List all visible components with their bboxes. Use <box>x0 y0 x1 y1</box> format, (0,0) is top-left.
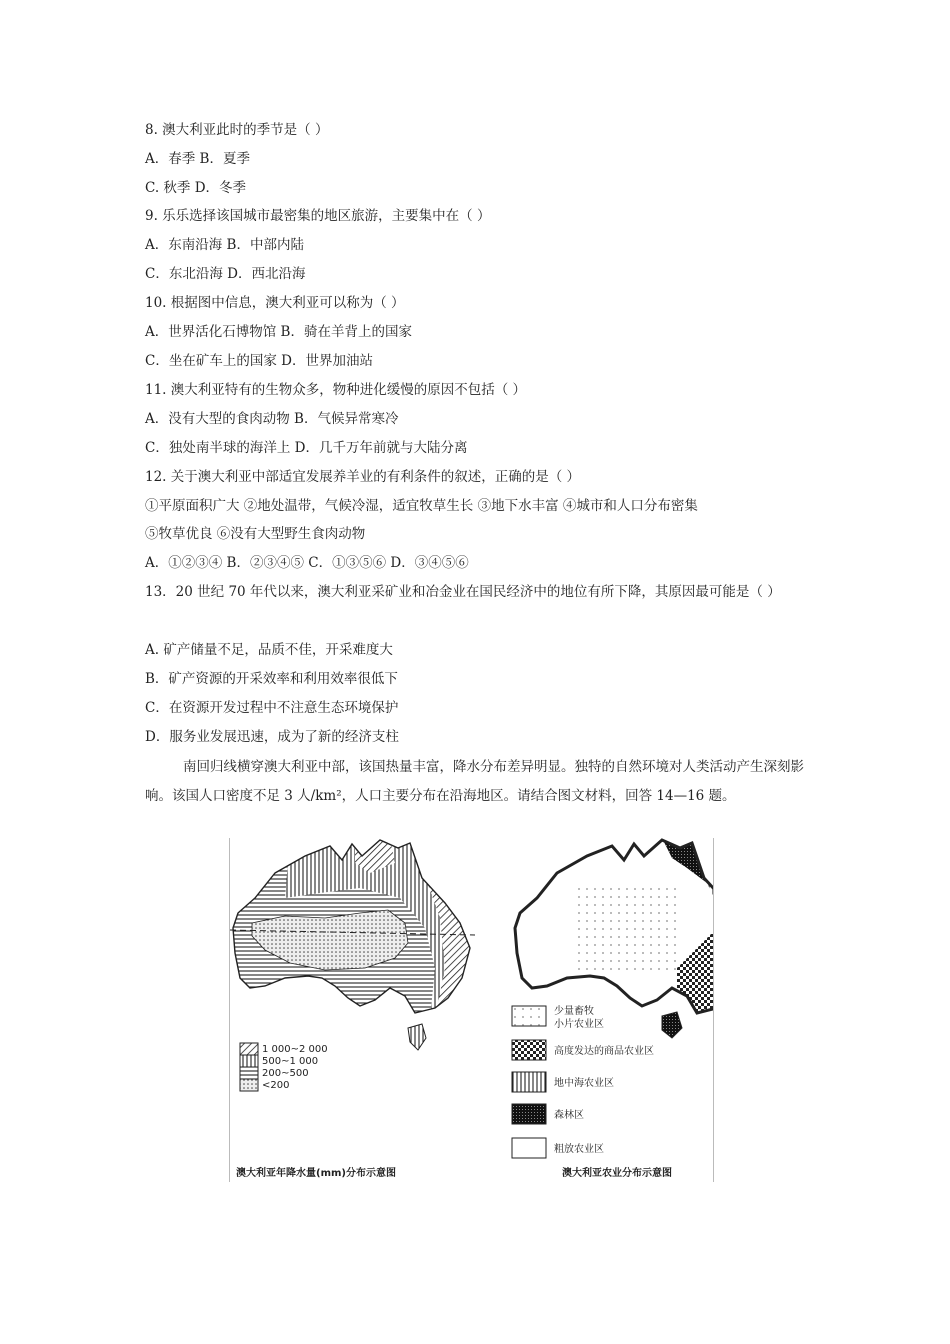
legend-swatch-200-500 <box>240 1067 258 1079</box>
q8-options-cd: C. 秋季 D．冬季 <box>145 180 247 196</box>
q11-stem: 11. 澳大利亚特有的生物众多，物种进化缓慢的原因不包括（ ） <box>145 382 527 398</box>
legend-swatch-small-grazing <box>512 1006 546 1026</box>
legend-label-commercial-agri: 高度发达的商品农业区 <box>554 1046 654 1057</box>
precipitation-map <box>230 838 480 1179</box>
q12-stem: 12. 关于澳大利亚中部适宜发展养羊业的有利条件的叙述，正确的是（ ） <box>145 469 581 485</box>
q12-conditions-2: ⑤牧草优良 ⑥没有大型野生食肉动物 <box>145 526 366 542</box>
q8-options-ab: A．春季 B．夏季 <box>145 151 250 167</box>
agriculture-map-caption: 澳大利亚农业分布示意图 <box>562 1168 672 1179</box>
legend-swatch-1000-2000 <box>240 1043 258 1055</box>
q10-options-cd: C．坐在矿车上的国家 D．世界加油站 <box>145 353 373 369</box>
agriculture-map <box>512 838 713 1179</box>
q13-option-d: D．服务业发展迅速，成为了新的经济支柱 <box>145 729 399 745</box>
q9-stem: 9. 乐乐选择该国城市最密集的地区旅游，主要集中在（ ） <box>145 208 491 224</box>
q11-options-cd: C．独处南半球的海洋上 D．几千万年前就与大陆分离 <box>145 440 468 456</box>
legend-swatch-under-200 <box>240 1079 258 1091</box>
q13-option-b: B．矿产资源的开采效率和利用效率很低下 <box>145 671 398 687</box>
australia-figure <box>229 838 714 1182</box>
q12-conditions-1: ①平原面积广大 ②地处温带，气候冷湿，适宜牧草生长 ③地下水丰富 ④城市和人口分布密集 <box>145 498 698 514</box>
legend-label-500-1000: 500~1 000 <box>262 1056 319 1067</box>
q11-options-ab: A．没有大型的食肉动物 B．气候异常寒冷 <box>145 411 399 427</box>
australia-maps-svg <box>230 838 713 1182</box>
q12-choices: A．①②③④ B．②③④⑤ C．①③⑤⑥ D．③④⑤⑥ <box>145 555 469 571</box>
q9-options-ab: A．东南沿海 B．中部内陆 <box>145 237 304 253</box>
tasmania-right <box>662 1012 682 1038</box>
q13-option-a: A. 矿产储量不足，品质不佳，开采难度大 <box>145 642 393 658</box>
legend-swatch-mediterranean <box>512 1072 546 1092</box>
legend-swatch-extensive-agri <box>512 1138 546 1158</box>
legend-swatch-commercial-agri <box>512 1040 546 1060</box>
legend-label-small-grazing: 少量畜牧 <box>554 1006 594 1017</box>
q8-stem: 8. 澳大利亚此时的季节是（ ） <box>145 122 329 138</box>
legend-label-mediterranean: 地中海农业区 <box>554 1078 614 1089</box>
legend-label-under-200: <200 <box>262 1080 290 1091</box>
q9-options-cd: C．东北沿海 D．西北沿海 <box>145 266 306 282</box>
passage-14-16: 南回归线横穿澳大利亚中部，该国热量丰富，降水分布差异明显。独特的自然环境对人类活动产生深刻影响。该国人口密度不足 3 人/km²，人口主要分布在沿海地区。请结合图文材料，回答 14—16 题。 <box>145 759 804 804</box>
precipitation-map-caption: 澳大利亚年降水量(mm)分布示意图 <box>236 1168 396 1179</box>
legend-label-1000-2000: 1 000~2 000 <box>262 1044 328 1055</box>
legend-label-extensive-agri: 粗放农业区 <box>554 1144 604 1155</box>
legend-swatch-forest <box>512 1104 546 1124</box>
legend-label-200-500: 200~500 <box>262 1068 309 1079</box>
q13-stem: 13．20 世纪 70 年代以来，澳大利亚采矿业和冶金业在国民经济中的地位有所下降，其原因最可能是（ ） <box>145 584 781 600</box>
q13-option-c: C．在资源开发过程中不注意生态环境保护 <box>145 700 399 716</box>
legend-swatch-500-1000 <box>240 1055 258 1067</box>
q10-stem: 10. 根据图中信息，澳大利亚可以称为（ ） <box>145 295 405 311</box>
legend-label-small-farming: 小片农业区 <box>554 1019 604 1030</box>
q10-options-ab: A．世界活化石博物馆 B．骑在羊背上的国家 <box>145 324 412 340</box>
tasmania-left <box>408 1024 426 1050</box>
legend-label-forest: 森林区 <box>554 1110 584 1121</box>
